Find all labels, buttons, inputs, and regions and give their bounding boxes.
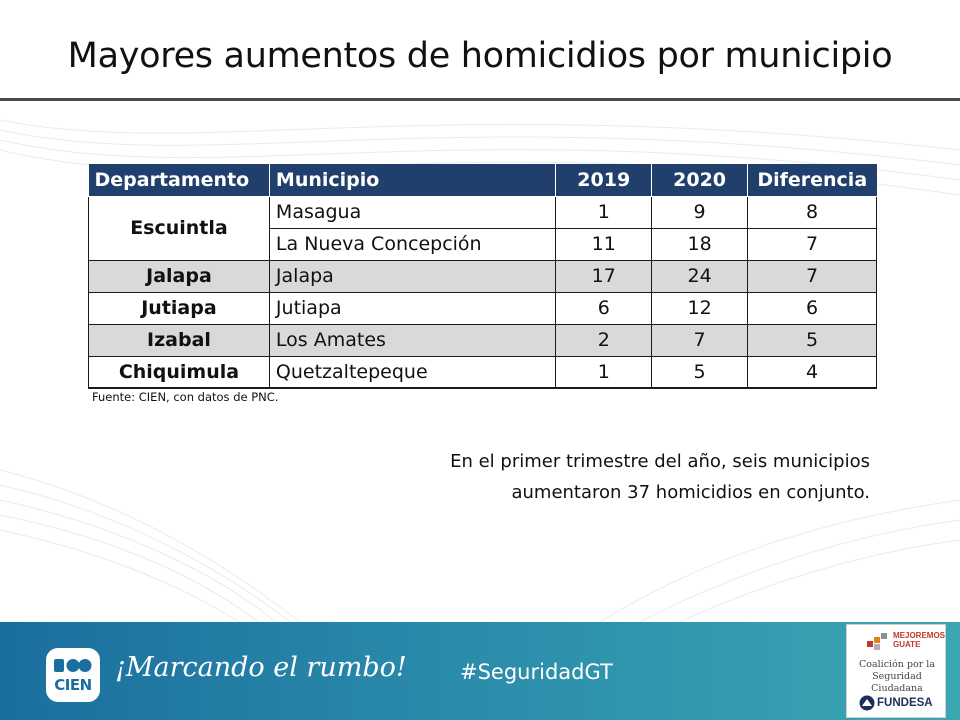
coalition-text — [847, 659, 947, 695]
table-row — [89, 292, 877, 324]
cell-departamento: Jutiapa — [89, 292, 270, 324]
cell-2019: 6 — [556, 292, 652, 324]
cell-2019: 17 — [556, 260, 652, 292]
cell-2019: 1 — [556, 356, 652, 388]
footer-hashtag: #SeguridadGT — [460, 660, 613, 684]
footer-bar — [0, 622, 960, 720]
table-row — [89, 356, 877, 388]
cell-2019: 11 — [556, 228, 652, 260]
cell-departamento: Chiquimula — [89, 356, 270, 388]
cell-municipio: Jutiapa — [269, 292, 555, 324]
summary-note-line-1: En el primer trimestre del año, seis municipios — [450, 451, 870, 472]
table-row — [89, 324, 877, 356]
cell-2020: 18 — [652, 228, 748, 260]
cell-2019: 2 — [556, 324, 652, 356]
cien-logo-icon — [46, 648, 100, 702]
cell-municipio: Quetzaltepeque — [269, 356, 555, 388]
cell-2020: 5 — [652, 356, 748, 388]
summary-note-line-2: aumentaron 37 homicidios en conjunto. — [511, 482, 870, 503]
table-row — [89, 196, 877, 228]
cell-municipio: La Nueva Concepción — [269, 228, 555, 260]
table-row — [89, 260, 877, 292]
slide-title: Mayores aumentos de homicidios por municipio — [67, 36, 893, 76]
cell-diferencia: 4 — [748, 356, 877, 388]
footer-slogan: ¡Marcando el rumbo! — [115, 652, 407, 683]
mejoremos-guate-text — [893, 631, 945, 649]
brand-line-1: MEJOREMOS — [893, 631, 946, 640]
header-2019: 2019 — [556, 164, 652, 196]
cell-municipio: Los Amates — [269, 324, 555, 356]
cell-2020: 12 — [652, 292, 748, 324]
partner-logos — [846, 624, 946, 718]
brand-line-2: GUATE — [893, 640, 921, 649]
table-header-row — [89, 164, 877, 196]
cien-logo-text: CIEN — [54, 676, 92, 694]
cell-2020: 7 — [652, 324, 748, 356]
cell-diferencia: 5 — [748, 324, 877, 356]
cell-diferencia: 6 — [748, 292, 877, 324]
fundesa-text: FUNDESA — [877, 697, 933, 709]
header-2020: 2020 — [652, 164, 748, 196]
source-note: Fuente: CIEN, con datos de PNC. — [92, 390, 279, 404]
cell-2020: 9 — [652, 196, 748, 228]
cell-departamento: Izabal — [89, 324, 270, 356]
fundesa-logo-icon — [859, 695, 875, 711]
cien-logo-shapes — [54, 657, 92, 674]
cell-municipio: Masagua — [269, 196, 555, 228]
cell-diferencia: 8 — [748, 196, 877, 228]
title-divider — [0, 98, 960, 101]
cell-departamento: Escuintla — [89, 196, 270, 260]
cell-2020: 24 — [652, 260, 748, 292]
mejoremos-guate-logo-icon — [865, 631, 891, 653]
cell-municipio: Jalapa — [269, 260, 555, 292]
header-diferencia: Diferencia — [748, 164, 877, 196]
cell-diferencia: 7 — [748, 228, 877, 260]
summary-note — [404, 440, 878, 514]
header-municipio: Municipio — [269, 164, 555, 196]
cell-2019: 1 — [556, 196, 652, 228]
header-departamento: Departamento — [89, 164, 270, 196]
homicides-table — [88, 164, 877, 389]
coalition-line-1: Coalición por la — [858, 659, 935, 670]
cell-diferencia: 7 — [748, 260, 877, 292]
cell-departamento: Jalapa — [89, 260, 270, 292]
coalition-line-2: Seguridad Ciudadana — [871, 671, 923, 694]
